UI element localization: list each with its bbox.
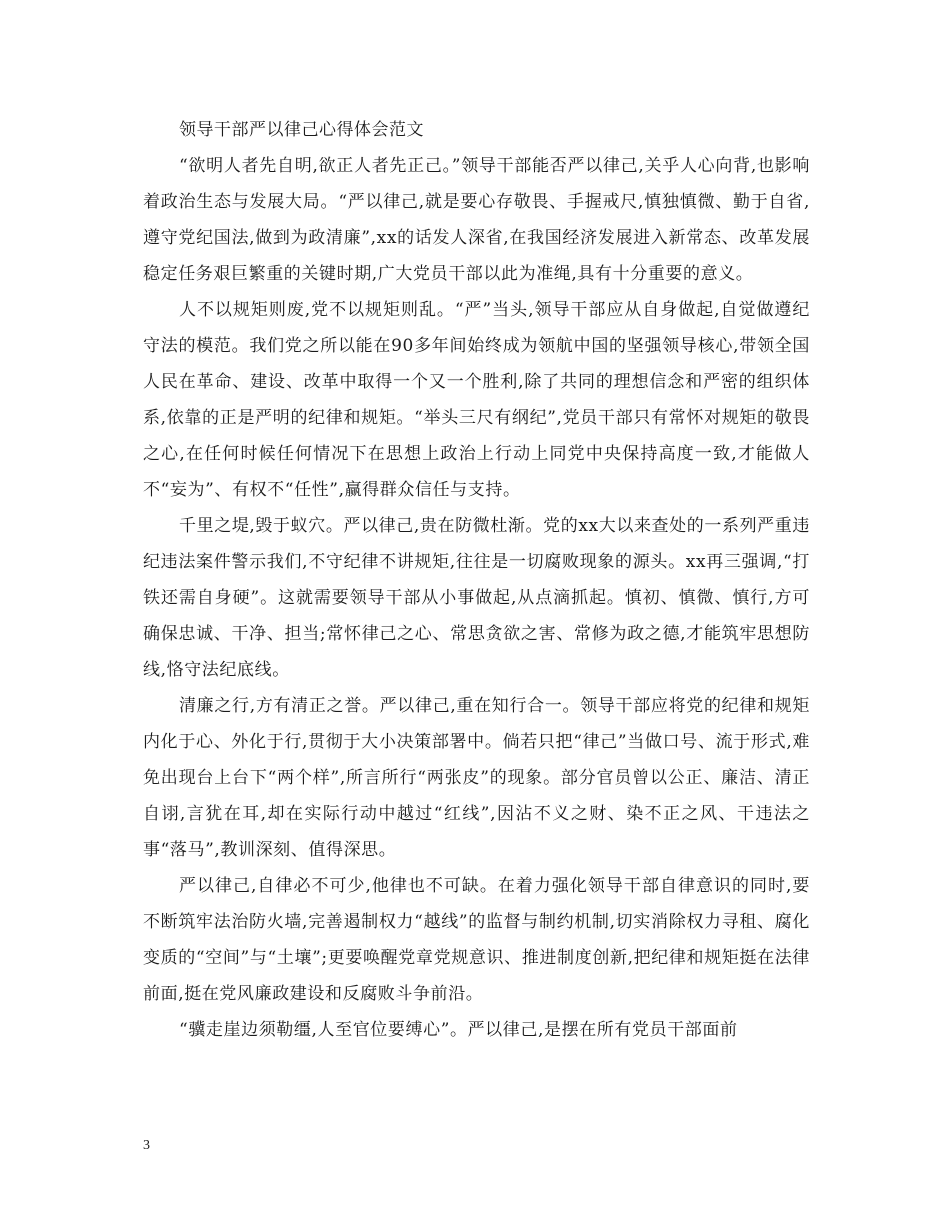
paragraph-5: 严以律己,自律必不可少,他律也不可缺。在着力强化领导干部自律意识的同时,要不断筑牢法治防火墙,完善遏制权力“越线”的监督与制约机制,切实消除权力寻租、腐化变质的“空间”与“土壤”;更要唤醒党章党规意识、推进制度创新,把纪律和规矩挺在法律前面,挺在党风廉政建设和反腐败斗争前沿。: [143, 876, 810, 1004]
paragraph-2: 人不以规矩则废,党不以规矩则乱。“严”当头,领导干部应从自身做起,自觉做遵纪守法的模范。我们党之所以能在90多年间始终成为领航中国的坚强领导核心,带领全国人民在革命、建设、改革中取得一个又一个胜利,除了共同的理想信念和严密的组织体系,依靠的正是严明的纪律和规矩。“举头三尺有纲纪”,党员干部只有常怀对规矩的敬畏之心,在任何时候任何情况下在思想上政治上行动上同党中央保持高度一致,才能做人不“妄为”、有权不“任性”,赢得群众信任与支持。: [143, 300, 810, 500]
paragraph-3: 千里之堤,毁于蚁穴。严以律己,贵在防微杜渐。党的xx大以来查处的一系列严重违纪违法案件警示我们,不守纪律不讲规矩,往往是一切腐败现象的源头。xx再三强调,“打铁还需自身硬”。这就需要领导干部从小事做起,从点滴抓起。慎初、慎微、慎行,方可确保忠诚、干净、担当;常怀律己之心、常思贪欲之害、常修为政之德,才能筑牢思想防线,恪守法纪底线。: [143, 516, 810, 680]
paragraph-6: “骥走崖边须勒缰,人至官位要缚心”。严以律己,是摆在所有党员干部面前: [179, 1020, 738, 1040]
page-number: 3: [143, 1138, 150, 1153]
paragraph-1: “欲明人者先自明,欲正人者先正己。”领导干部能否严以律己,关乎人心向背,也影响着政治生态与发展大局。“严以律己,就是要心存敬畏、手握戒尺,慎独慎微、勤于自省,遵守党纪国法,做到为政清廉”,xx的话发人深省,在我国经济发展进入新常态、改革发展稳定任务艰巨繁重的关键时期,广大党员干部以此为准绳,具有十分重要的意义。: [143, 156, 810, 284]
document-title: 领导干部严以律己心得体会范文: [179, 120, 424, 140]
paragraph-4: 清廉之行,方有清正之誉。严以律己,重在知行合一。领导干部应将党的纪律和规矩内化于心、外化于行,贯彻于大小决策部署中。倘若只把“律己”当做口号、流于形式,难免出现台上台下“两个样”,所言所行“两张皮”的现象。部分官员曾以公正、廉洁、清正自诩,言犹在耳,却在实际行动中越过“红线”,因沾不义之财、染不正之风、干违法之事“落马”,教训深刻、值得深思。: [143, 696, 810, 860]
document-body: [143, 112, 810, 1048]
